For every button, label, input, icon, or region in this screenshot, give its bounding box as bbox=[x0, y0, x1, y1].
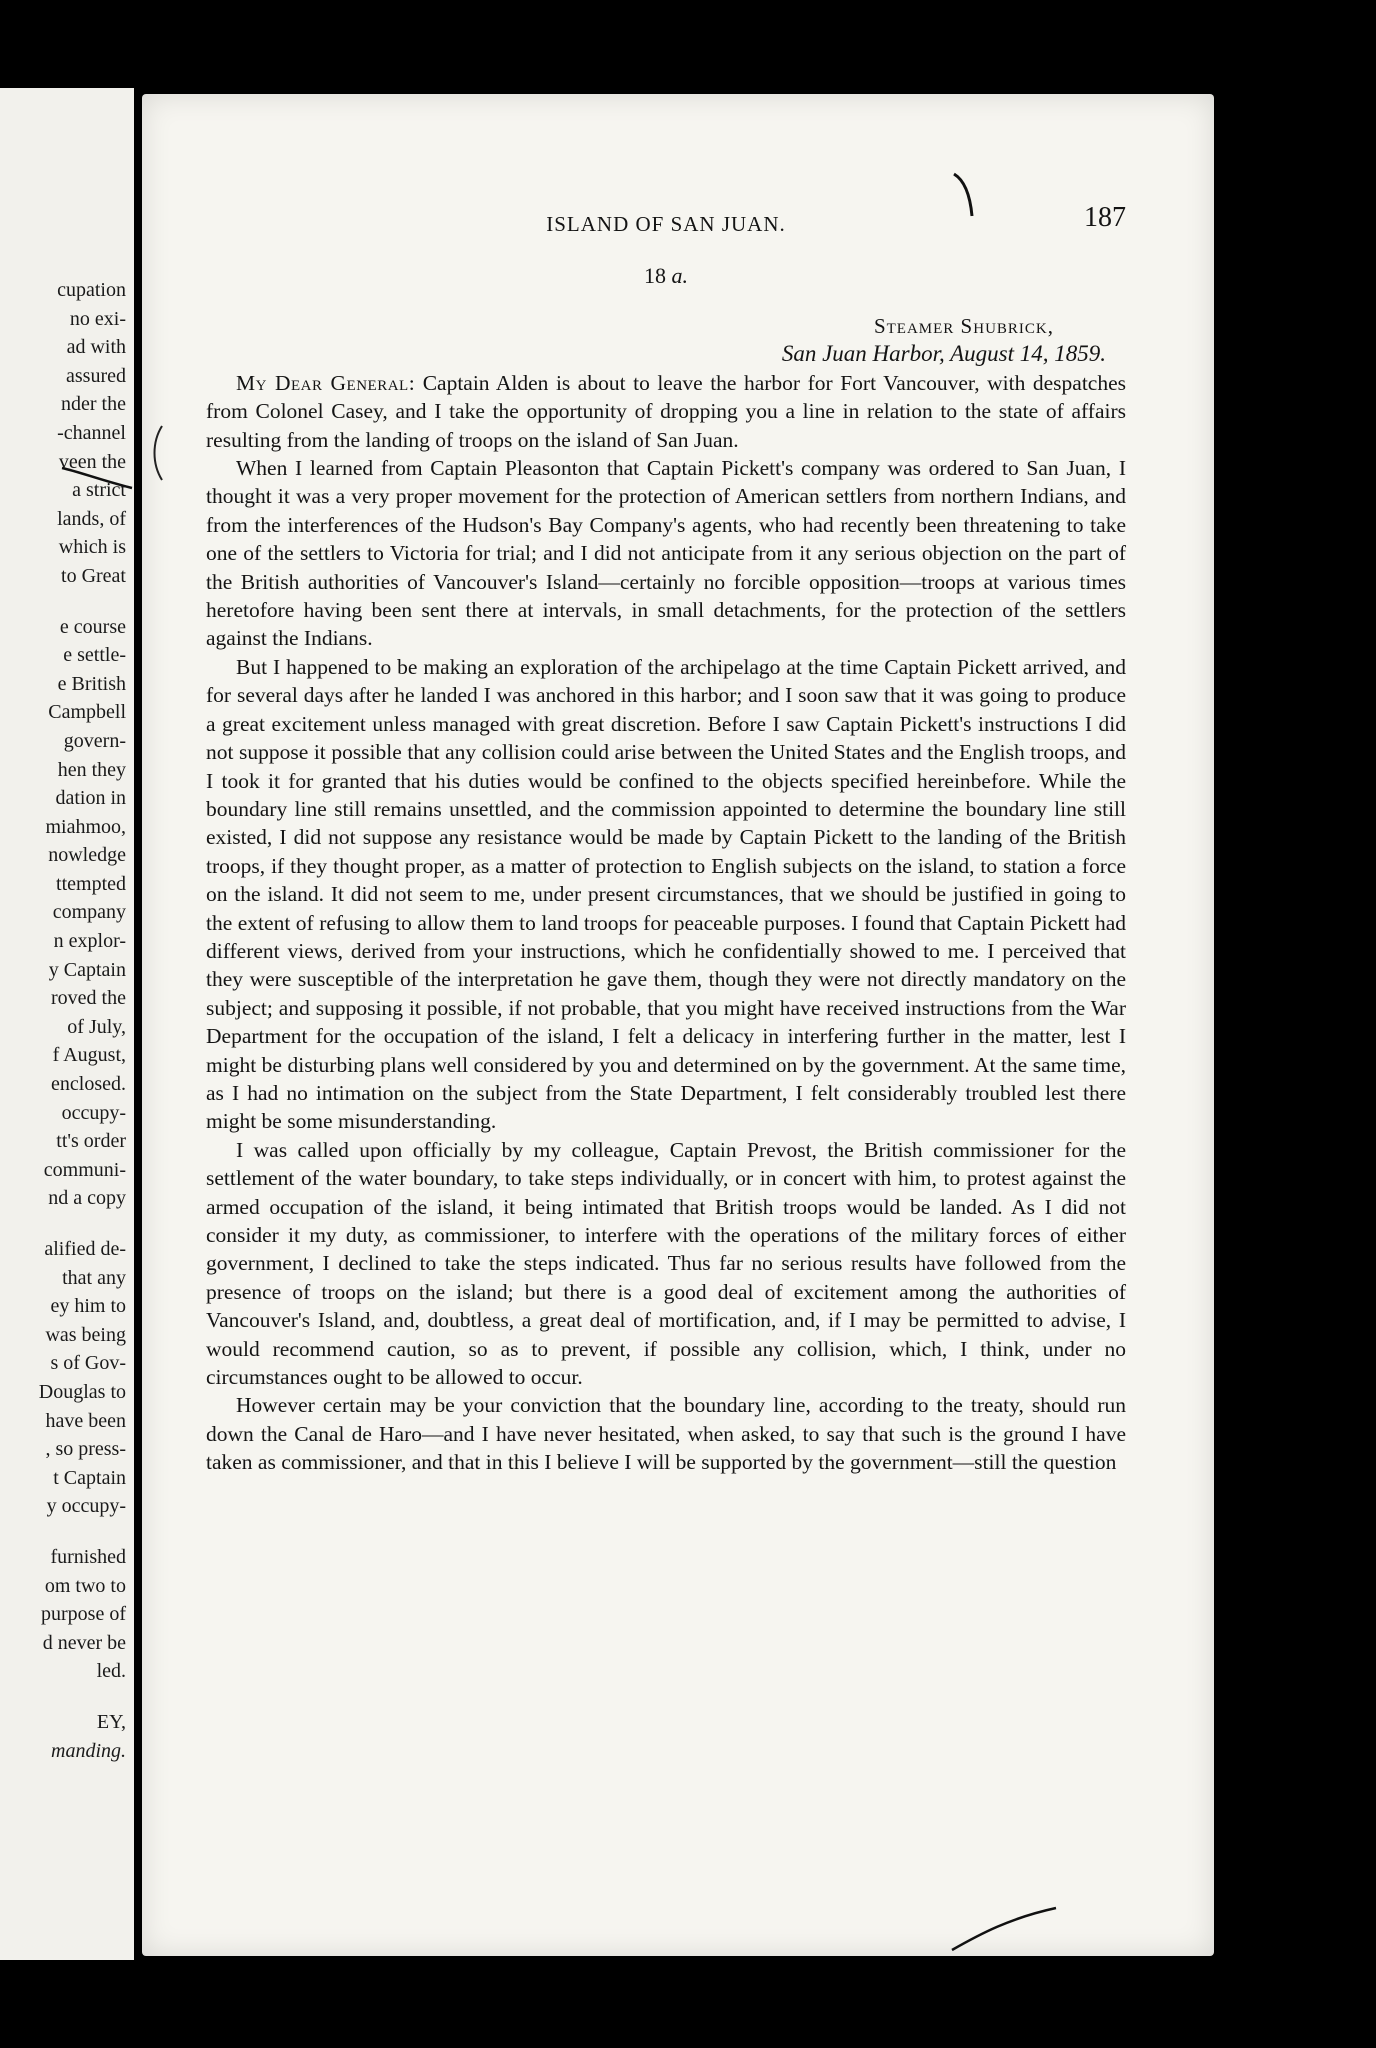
left-page-line bbox=[0, 1686, 126, 1708]
left-page-line: which is bbox=[58, 536, 126, 559]
paragraph-5: However certain may be your conviction that the boundary line, according to the treaty, should run down the Canal de Haro—and I have never hesitated, when asked, to say that such is the ground I have taken as commissioner, and that in this I believe I will be supported by the government—still the question bbox=[206, 1393, 1126, 1475]
scan-artifact bbox=[1342, 480, 1372, 510]
left-page-line: nd a copy bbox=[48, 1187, 126, 1210]
paragraph-3: But I happened to be making an exploration of the archipelago at the time Captain Pickett arrived, and for several days after he landed I was anchored in this harbor; and I soon saw that it was going to produce a great excitement unless managed with great discretion. Before I saw Captain Pickett's instructions I did not suppose it possible that any collision could arise between the United States and the English troops, and I took it for granted that his duties would be confined to the objects specified hereinbefore. While the boundary line still remains unsettled, and the commission appointed to determine the boundary line still existed, I did not suppose any resistance would be made by Captain Pickett to the landing of the British troops, if they thought proper, as a matter of protection to English subjects on the island, to station a force on the island. It did not seem to me, under present circumstances, that we should be justified in going to the extent of refusing to allow them to land troops for peaceable purposes. I found that Captain Pickett had different views, derived from your instructions, which he confidentially showed to me. I perceived that they were susceptible of the interpretation he gave them, though they were not directly mandatory on the subject; and supposing it possible, if not probable, that you might have received instructions from the War Department for the occupation of the island, I felt a delicacy in interfering further in the matter, lest I might be disturbing plans well considered by you and determined on by the government. At the same time, as I had no intimation on the subject from the State Department, I felt considerably troubled lest there might be some misunderstanding. bbox=[206, 654, 1126, 1134]
left-page-line: t Captain bbox=[53, 1466, 126, 1489]
left-page-line: govern- bbox=[63, 729, 126, 752]
left-page-line: a strict bbox=[72, 479, 126, 502]
left-page-line: alified de- bbox=[44, 1238, 126, 1260]
left-page-line: assured bbox=[66, 364, 126, 387]
left-page-line bbox=[0, 1521, 126, 1543]
dateline-place: San Juan Harbor, August 14, 1859. bbox=[781, 341, 1106, 367]
left-page-line: om two to bbox=[44, 1574, 126, 1597]
document-number bbox=[206, 262, 1126, 294]
left-page-line: company bbox=[52, 901, 126, 924]
left-page-line: ttempted bbox=[56, 872, 126, 895]
running-head bbox=[206, 204, 1126, 244]
left-page-line: to Great bbox=[61, 564, 126, 587]
left-page-line: roved the bbox=[51, 987, 126, 1010]
pen-mark-bottom bbox=[950, 1904, 1060, 1954]
pen-mark-top bbox=[950, 170, 980, 220]
left-page-line: Campbell bbox=[48, 701, 126, 724]
pen-mark-margin bbox=[148, 424, 168, 484]
left-page-line: manding. bbox=[51, 1739, 126, 1762]
left-page-line: y Captain bbox=[48, 958, 126, 981]
paragraph-4: I was called upon officially by my colleague, Captain Prevost, the British commissioner for the settlement of the water boundary, to take steps individually, or in concert with him, to protest against the armed occupation of the island, it being intimated that British troops would be landed. As I did not consider it my duty, as commissioner, to interfere with the operations of the military forces of either government, I declined to take the steps indicated. Thus far no serious results have followed from the presence of troops on the island; but there is a good deal of excitement among the authorities of Vancouver's Island, and, doubtless, a great deal of mortification, and, if I may be permitted to advise, I would recommend caution, so as to prevent, if possible any collision, which, I think, under no circumstances ought to be allowed to occur. bbox=[206, 1137, 1126, 1390]
paragraph-1 bbox=[206, 369, 1126, 454]
left-page-line bbox=[0, 1213, 126, 1235]
left-page-line: EY, bbox=[96, 1710, 126, 1733]
left-page-line bbox=[0, 591, 126, 613]
left-page-line: e British bbox=[57, 672, 126, 695]
left-page-line: ey him to bbox=[50, 1295, 126, 1318]
document-number-suffix: a. bbox=[671, 263, 688, 288]
left-page-line: lands, of bbox=[57, 507, 126, 530]
salutation: My Dear General: bbox=[236, 370, 416, 395]
left-page-line: furnished bbox=[50, 1545, 126, 1568]
left-page-line: miahmoo, bbox=[45, 815, 126, 838]
left-page-line: f August, bbox=[52, 1044, 126, 1067]
left-page-line: dation in bbox=[55, 787, 126, 810]
paragraph-2: When I learned from Captain Pleasonton that Captain Pickett's company was ordered to San Juan, I thought it was a very proper movement for the protection of American settlers from northern Indians, and from the interferences of the Hudson's Bay Company's agents, who had recently been threatening to take one of the settlers to Victoria for trial; and I did not anticipate from it any serious objection on the part of the British authorities of Vancouver's Island—certainly no forcible opposition—troops at various times heretofore having been sent there at intervals, in small detachments, for the protection of the settlers against the Indians. bbox=[206, 456, 1126, 651]
left-page-line: Douglas to bbox=[38, 1380, 126, 1403]
left-page-line: that any bbox=[62, 1266, 126, 1289]
left-page-line: , so press- bbox=[45, 1438, 126, 1461]
left-page-text bbox=[0, 276, 126, 1765]
left-page-line: ad with bbox=[66, 336, 126, 359]
left-page-line: d never be bbox=[42, 1631, 126, 1654]
left-page-line: s of Gov- bbox=[50, 1352, 126, 1375]
pen-mark-left bbox=[60, 458, 134, 498]
document-number-value: 18 bbox=[644, 263, 666, 288]
left-page-line: e settle- bbox=[63, 644, 126, 667]
left-page-line: -channel bbox=[57, 421, 126, 444]
left-page-line: y occupy- bbox=[46, 1495, 126, 1518]
left-page-line: led. bbox=[96, 1660, 126, 1683]
left-page-line: occupy- bbox=[61, 1101, 126, 1124]
paragraph-1-text: Captain Alden is about to leave the harbor for Fort Vancouver, with despatches from Colonel Casey, and I take the opportunity of dropping you a line in relation to the state of affairs resulting from the landing of troops on the island of San Juan. bbox=[206, 370, 1126, 452]
left-page-line: cupation bbox=[57, 279, 126, 301]
dateline-ship: Steamer Shubrick, bbox=[873, 314, 1054, 338]
left-page-line: enclosed. bbox=[51, 1073, 126, 1096]
left-page-line: e course bbox=[59, 615, 126, 638]
left-page-line: nowledge bbox=[48, 844, 126, 867]
left-page-line: tt's order bbox=[56, 1130, 126, 1153]
left-page-line: communi- bbox=[43, 1158, 126, 1181]
dateline bbox=[206, 312, 1126, 369]
left-page-fragment bbox=[0, 88, 134, 1960]
left-page-line: of July, bbox=[67, 1015, 126, 1038]
left-page-line: veen the bbox=[58, 450, 126, 473]
right-page bbox=[142, 94, 1214, 1956]
page-number: 187 bbox=[1084, 202, 1126, 233]
left-page-line: was being bbox=[45, 1323, 126, 1346]
left-page-line: nder the bbox=[61, 393, 126, 416]
left-page-line: n explor- bbox=[53, 930, 126, 953]
left-page-line: no exi- bbox=[69, 307, 126, 330]
left-page-line: have been bbox=[45, 1409, 126, 1432]
running-title: ISLAND OF SAN JUAN. bbox=[546, 212, 786, 236]
left-page-line: purpose of bbox=[41, 1603, 126, 1626]
left-page-line: hen they bbox=[57, 758, 126, 781]
page-text-block bbox=[206, 204, 1126, 1477]
